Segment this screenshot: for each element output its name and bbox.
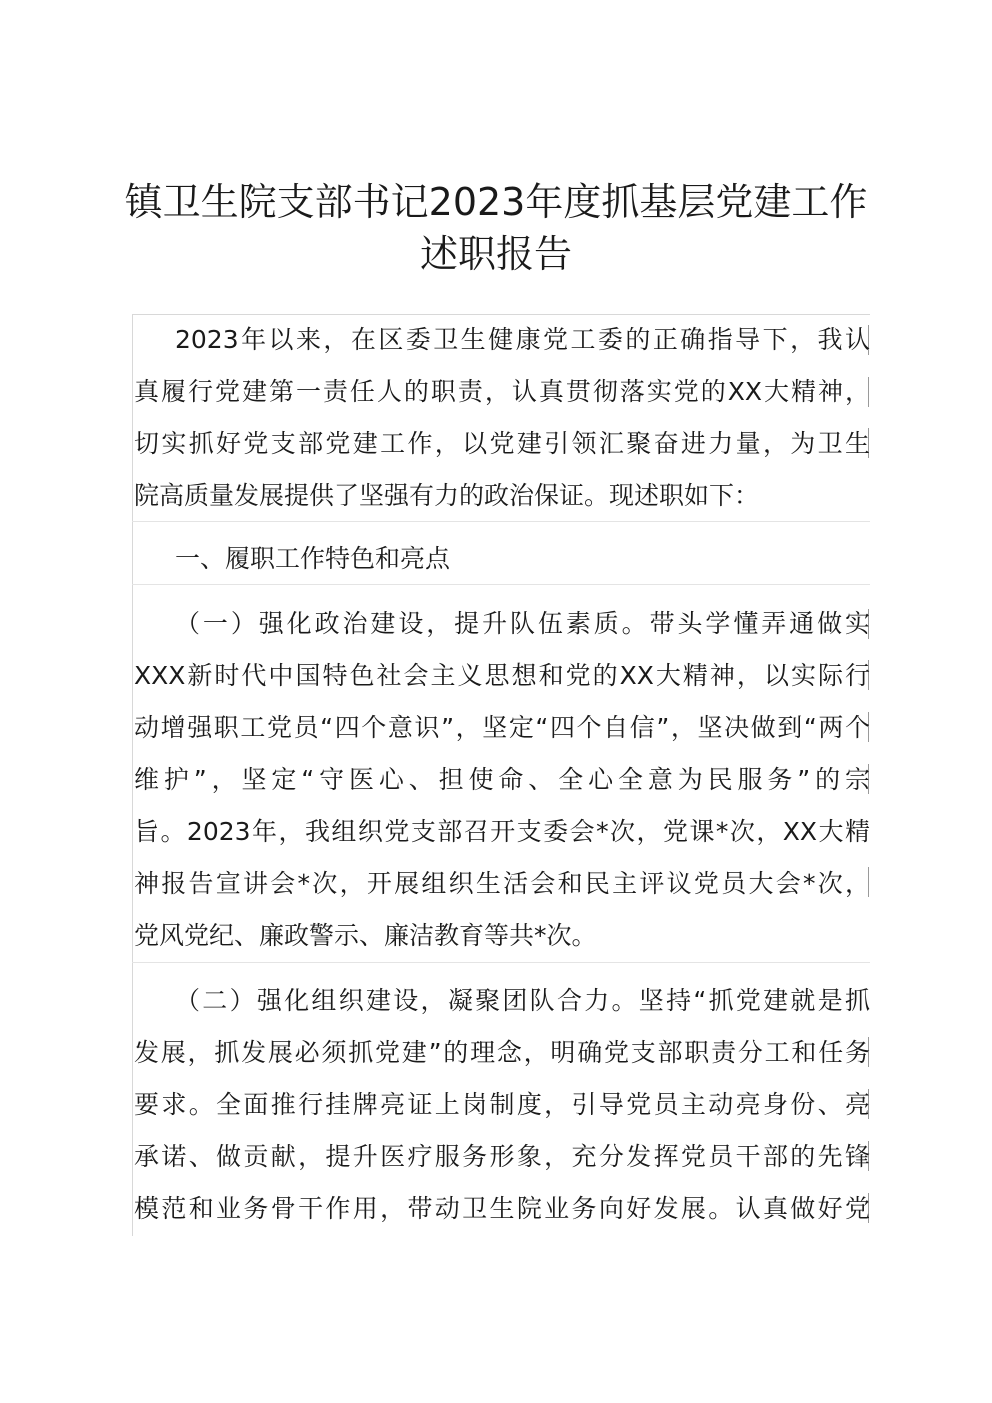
paragraph-1-line-2: 真履行党建第一责任人的职责，认真贯彻落实党的XX大精神，: [134, 377, 870, 406]
paragraph-1-line-4: 院高质量发展提供了坚强有力的政治保证。现述职如下：: [134, 481, 760, 510]
paragraph-1-line-3: 切实抓好党支部党建工作，以党建引领汇聚奋进力量，为卫生: [134, 429, 870, 458]
text-frame-top-border: [132, 314, 870, 315]
paragraph-2-line-5: 旨。2023年，我组织党支部召开支委会*次，党课*次，XX大精: [134, 817, 870, 846]
paragraph-divider: [132, 521, 870, 522]
paragraph-3-line-3: 要求。全面推行挂牌亮证上岗制度，引导党员主动亮身份、亮: [134, 1090, 870, 1119]
paragraph-3-line-2: 发展，抓发展必须抓党建”的理念，明确党支部职责分工和任务: [134, 1038, 870, 1067]
paragraph-2-line-7: 党风党纪、廉政警示、廉洁教育等共*次。: [134, 921, 597, 950]
document-title-line-2: 述职报告: [419, 232, 572, 276]
paragraph-2-line-6: 神报告宣讲会*次，开展组织生活会和民主评议党员大会*次，: [134, 869, 870, 898]
document-title-line-1: 镇卫生院支部书记2023年度抓基层党建工作: [124, 180, 868, 224]
paragraph-2-line-2: XXX新时代中国特色社会主义思想和党的XX大精神，以实际行: [134, 661, 870, 690]
paragraph-2-line-4: 维护”，坚定“守医心、担使命、全心全意为民服务”的宗: [134, 765, 870, 794]
paragraph-2-line-3: 动增强职工党员“四个意识”，坚定“四个自信”，坚决做到“两个: [134, 713, 870, 742]
section-heading: 一、履职工作特色和亮点: [175, 544, 451, 573]
paragraph-divider: [132, 584, 870, 585]
paragraph-3-line-5: 模范和业务骨干作用，带动卫生院业务向好发展。认真做好党: [134, 1194, 870, 1223]
text-frame-left-border: [132, 314, 133, 1236]
paragraph-3-line-4: 承诺、做贡献，提升医疗服务形象，充分发挥党员干部的先锋: [134, 1142, 870, 1171]
paragraph-2-line-1: （一）强化政治建设，提升队伍素质。带头学懂弄通做实: [175, 609, 870, 638]
paragraph-divider: [132, 962, 870, 963]
paragraph-1-line-1: 2023年以来，在区委卫生健康党工委的正确指导下，我认: [175, 325, 870, 354]
paragraph-3-line-1: （二）强化组织建设，凝聚团队合力。坚持“抓党建就是抓: [175, 986, 870, 1015]
